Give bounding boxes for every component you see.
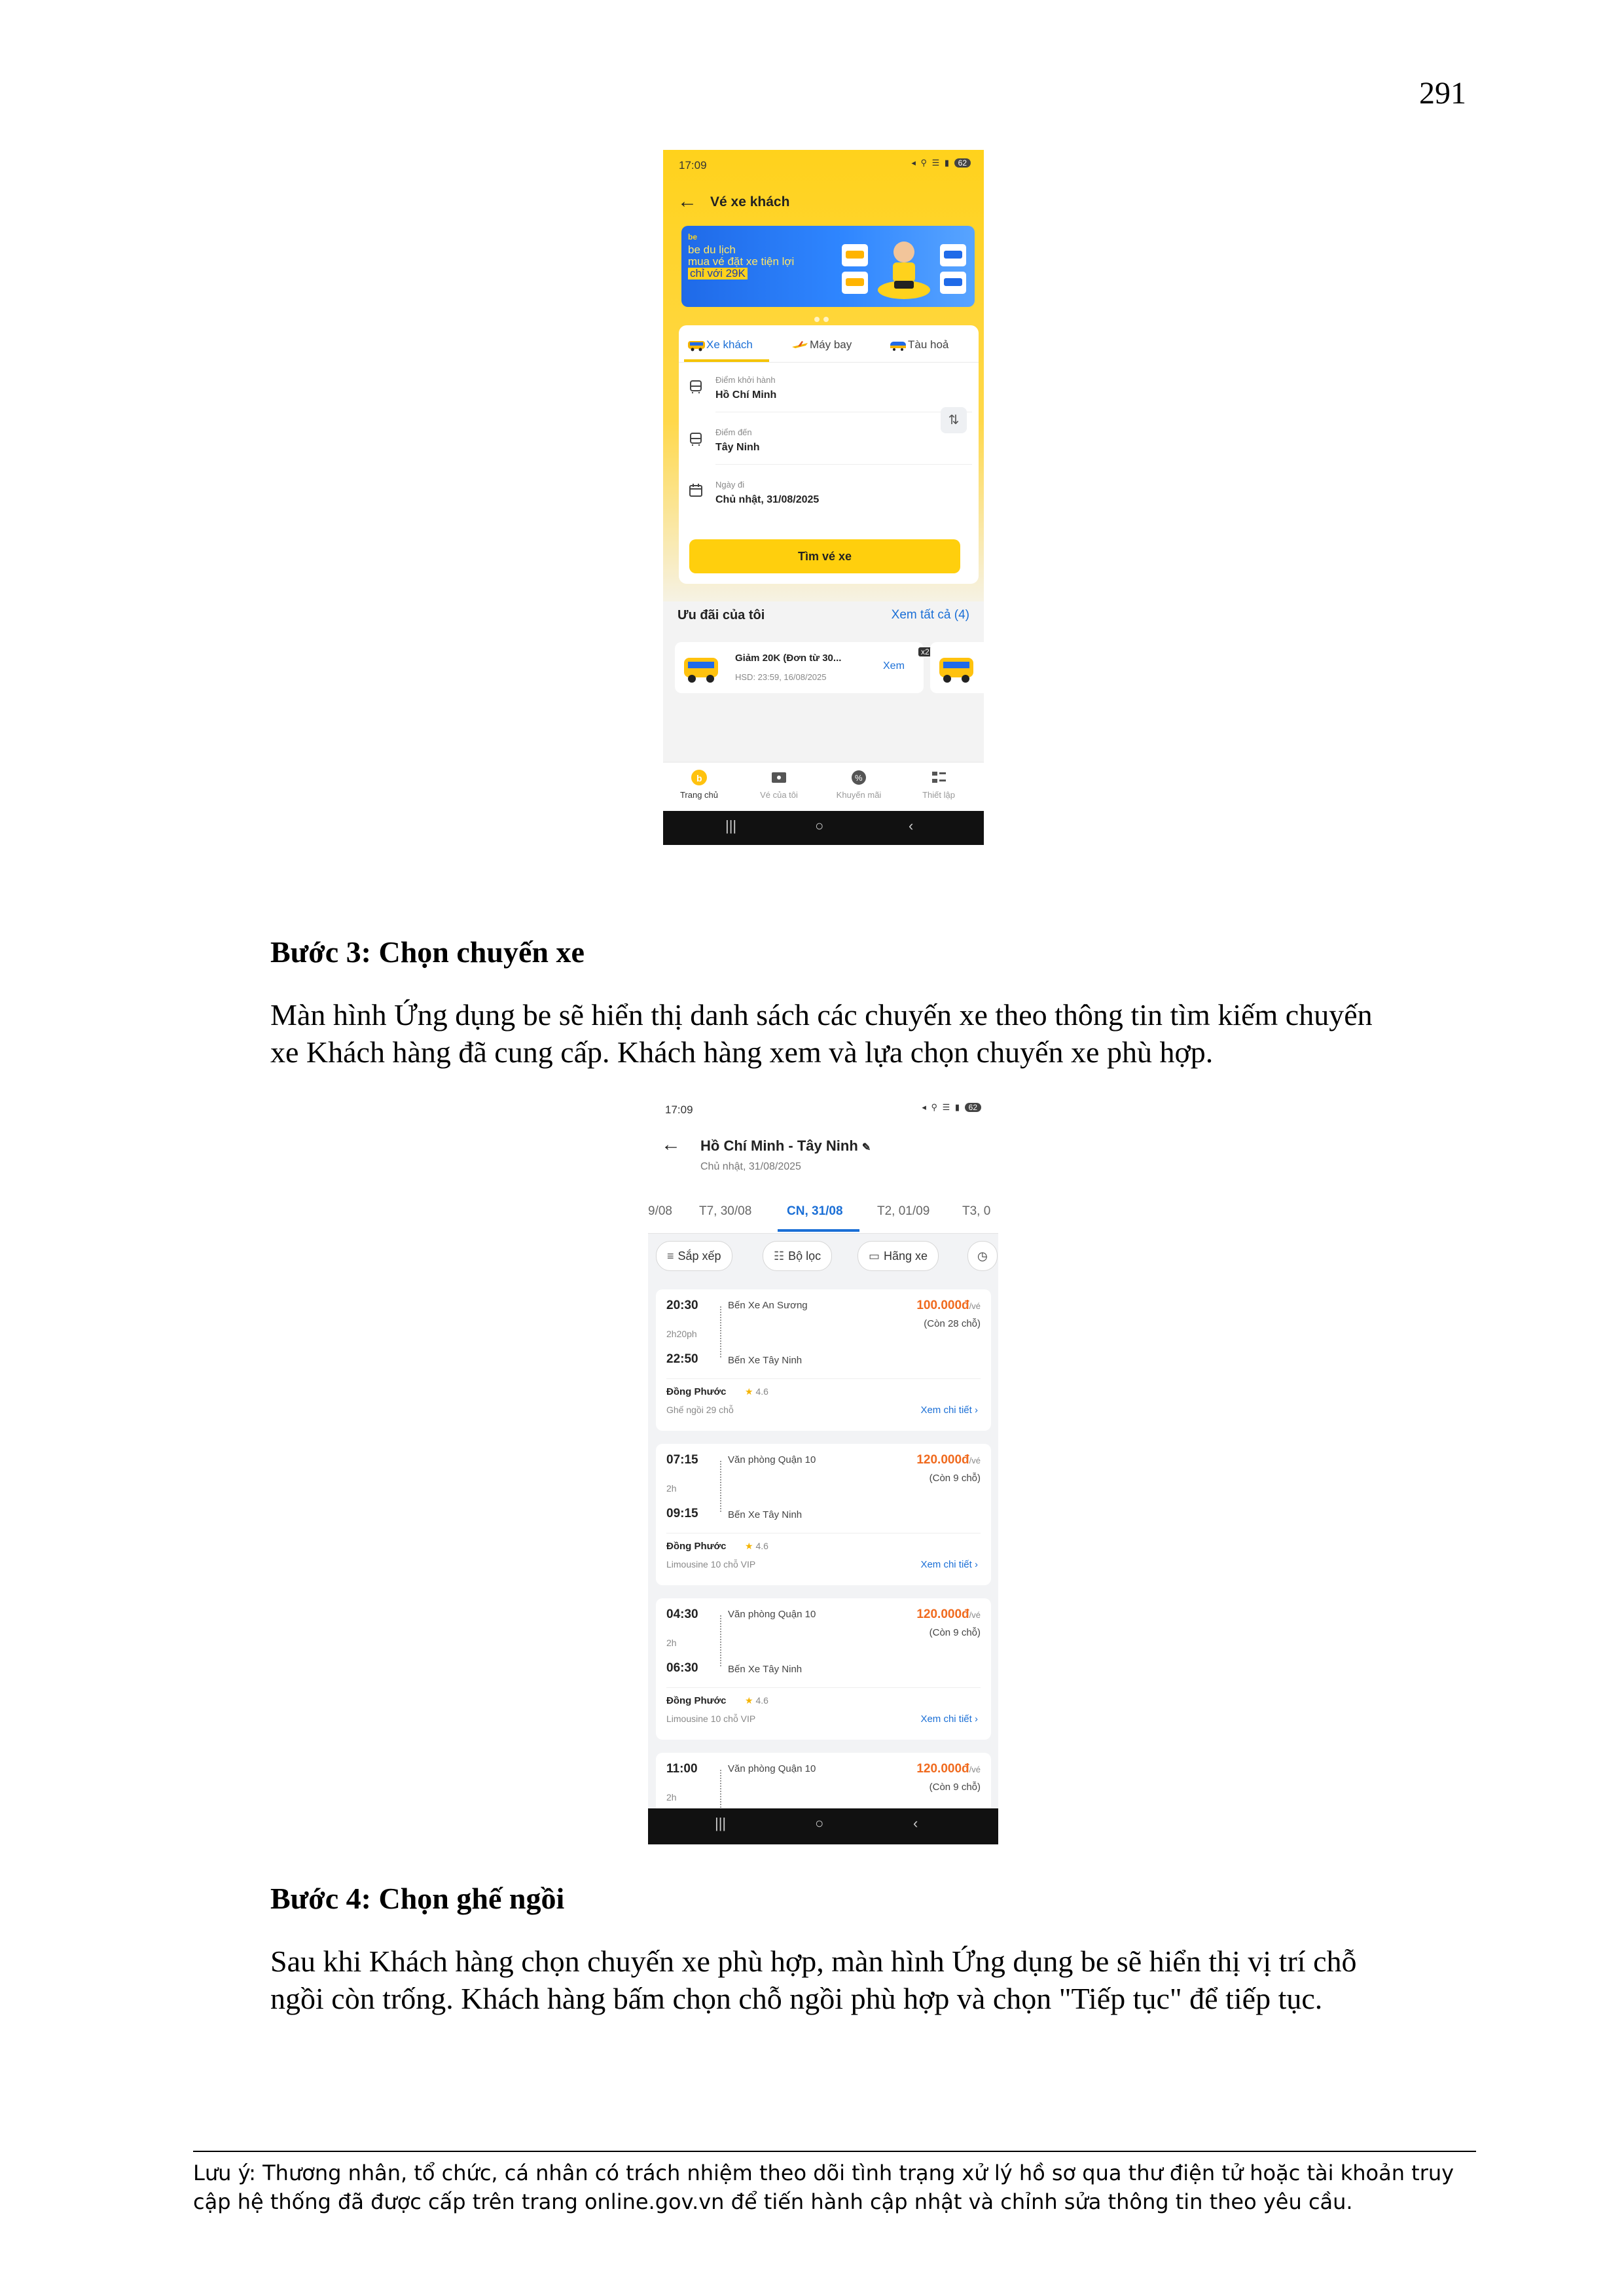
- swap-button[interactable]: [941, 407, 967, 433]
- operator-name: Đồng Phước: [666, 1386, 727, 1397]
- origin-label: Điểm khởi hành: [715, 375, 776, 385]
- footer-divider: [193, 2151, 1476, 2152]
- departure-time: 07:15: [666, 1453, 698, 1467]
- chip-label: Bộ lọc: [788, 1249, 821, 1263]
- filter-bar: [648, 1236, 998, 1274]
- date-tab[interactable]: T3, 0: [962, 1204, 991, 1218]
- seats-left: (Còn 9 chỗ): [929, 1782, 981, 1793]
- svg-text:b: b: [696, 773, 702, 783]
- origin-field[interactable]: Hồ Chí Minh: [715, 389, 777, 401]
- footer-note: [193, 2159, 1476, 2216]
- rating: [745, 1386, 768, 1397]
- nav-label: Vé của tôi: [760, 790, 798, 800]
- bus-icon: ▭: [869, 1249, 880, 1263]
- view-offer-button[interactable]: Xem: [883, 660, 905, 672]
- rating: [745, 1541, 768, 1552]
- paragraph-line: Sau khi Khách hàng chọn chuyến xe phù hợp, màn hình Ứng dụng be sẽ hiển thị vị trí chỗ: [270, 1945, 1357, 1978]
- trip-duration: 2h20ph: [666, 1329, 697, 1339]
- seats-left: (Còn 28 chỗ): [924, 1318, 981, 1329]
- departure-station: Bến Xe An Sương: [728, 1300, 808, 1311]
- banner-line-2: mua vé đặt xe tiện lợi: [688, 255, 795, 268]
- system-navigation-bar: [648, 1808, 998, 1844]
- rating-value: 4.6: [755, 1386, 768, 1397]
- search-tickets-button[interactable]: Tìm vé xe: [689, 539, 960, 573]
- status-time: 17:09: [665, 1103, 693, 1116]
- price-value: 120.000đ: [916, 1762, 969, 1776]
- paragraph-line: xe Khách hàng đã cung cấp. Khách hàng xem và lựa chọn chuyến xe phù hợp.: [270, 1035, 1214, 1069]
- route-text: Hồ Chí Minh - Tây Ninh: [700, 1138, 858, 1154]
- selected-date-indicator: [778, 1229, 859, 1232]
- offer-expiry: HSD: 23:59, 16/08/2025: [735, 672, 827, 682]
- calendar-icon: [688, 482, 704, 498]
- arrival-station: Bến Xe Tây Ninh: [728, 1664, 803, 1675]
- offer-card[interactable]: [930, 642, 984, 693]
- nav-settings[interactable]: [903, 768, 975, 800]
- arrival-station: Bến Xe Tây Ninh: [728, 1509, 803, 1520]
- departure-time: 20:30: [666, 1299, 698, 1312]
- price-unit: /vé: [969, 1301, 981, 1311]
- time-chip[interactable]: [967, 1241, 998, 1271]
- status-icons: ◂ ⚲ ☰ ▮ 62: [922, 1102, 981, 1113]
- edit-pencil-icon[interactable]: ✎: [861, 1142, 871, 1153]
- price-unit: /vé: [969, 1456, 981, 1465]
- tab-label: Máy bay: [810, 338, 852, 351]
- ticket-price: [916, 1299, 981, 1313]
- trip-card[interactable]: [656, 1444, 991, 1585]
- view-details-link[interactable]: [920, 1559, 978, 1570]
- star-icon: ★: [745, 1695, 753, 1706]
- banner-illustration-icon: [842, 232, 966, 301]
- ticket-price: [916, 1453, 981, 1467]
- swap-vertical-icon: ⇅: [948, 413, 960, 427]
- date-tab[interactable]: T7, 30/08: [699, 1204, 752, 1218]
- footer-line: Lưu ý: Thương nhân, tổ chức, cá nhân có trách nhiệm theo dõi tình trạng xử lý hồ sơ qua thư điện tử hoặc tài khoản truy: [193, 2161, 1454, 2185]
- offer-name: Giảm 20K (Đơn từ 30...: [735, 653, 842, 664]
- sort-chip[interactable]: [656, 1241, 732, 1271]
- home-icon: [689, 768, 709, 787]
- route-date: Chủ nhật, 31/08/2025: [700, 1161, 801, 1172]
- tab-plane[interactable]: [790, 338, 852, 351]
- ticket-icon: [769, 768, 789, 787]
- arrival-time: 22:50: [666, 1352, 698, 1366]
- seats-left: (Còn 9 chỗ): [929, 1627, 981, 1638]
- home-circle-icon[interactable]: ○: [815, 1815, 824, 1831]
- view-details-link[interactable]: [920, 1713, 978, 1725]
- bus-icon: [687, 340, 706, 351]
- star-icon: ★: [745, 1386, 753, 1397]
- chip-label: Sắp xếp: [677, 1249, 721, 1263]
- bottom-navigation: [663, 762, 984, 812]
- bus-company-chip[interactable]: [857, 1241, 939, 1271]
- see-all-offers-link[interactable]: Xem tất cả (4): [891, 608, 969, 622]
- destination-field[interactable]: Tây Ninh: [715, 442, 760, 453]
- rating-value: 4.6: [755, 1695, 768, 1706]
- trip-card[interactable]: [656, 1598, 991, 1740]
- price-value: 120.000đ: [916, 1453, 969, 1467]
- route-line: [720, 1461, 721, 1512]
- chevron-right-icon: ›: [975, 1559, 978, 1570]
- trip-duration: 2h: [666, 1792, 677, 1803]
- rating-value: 4.6: [755, 1541, 768, 1551]
- departure-station: Văn phòng Quận 10: [728, 1763, 816, 1774]
- divider: [666, 1533, 981, 1534]
- arrival-station: Bến Xe Tây Ninh: [728, 1355, 803, 1366]
- paragraph-line: ngồi còn trống. Khách hàng bấm chọn chỗ ngồi phù hợp và chọn "Tiếp tục" để tiếp tục.: [270, 1982, 1323, 2015]
- divider: [666, 1687, 981, 1688]
- detail-label: Xem chi tiết: [920, 1559, 972, 1570]
- price-unit: /vé: [969, 1610, 981, 1620]
- nav-label: Khuyến mãi: [836, 790, 882, 800]
- departure-station: Văn phòng Quận 10: [728, 1609, 816, 1620]
- paragraph-line: Màn hình Ứng dụng be sẽ hiển thị danh sách các chuyến xe theo thông tin tìm kiếm chuyến: [270, 998, 1373, 1031]
- chip-label: Hãng xe: [884, 1249, 928, 1263]
- bus-type: Ghế ngồi 29 chỗ: [666, 1405, 734, 1415]
- train-icon: [888, 340, 908, 351]
- battery-icon: 62: [954, 158, 971, 168]
- price-value: 120.000đ: [916, 1607, 969, 1621]
- destination-label: Điểm đến: [715, 427, 752, 437]
- bus-type: Limousine 10 chỗ VIP: [666, 1559, 756, 1570]
- bus-icon: [681, 650, 721, 687]
- operator-name: Đồng Phước: [666, 1541, 727, 1552]
- departure-time: 11:00: [666, 1762, 698, 1776]
- trip-card[interactable]: [656, 1289, 991, 1431]
- step-4-heading: Bước 4: Chọn ghế ngồi: [270, 1882, 565, 1915]
- divider: [715, 464, 972, 465]
- price-value: 100.000đ: [916, 1299, 969, 1312]
- recent-apps-icon[interactable]: |||: [725, 817, 737, 834]
- promo-banner[interactable]: [681, 226, 975, 307]
- date-tabs: [648, 1196, 998, 1234]
- screenshot-trip-list: [648, 1093, 998, 1844]
- tab-label: Xe khách: [706, 338, 753, 351]
- ticket-price: [916, 1607, 981, 1622]
- bus-icon: [937, 650, 976, 687]
- arrival-time: 09:15: [666, 1507, 698, 1520]
- date-tab-selected[interactable]: CN, 31/08: [787, 1204, 843, 1218]
- back-arrow-icon[interactable]: ←: [677, 190, 697, 212]
- banner-line-3: chỉ với 29K: [688, 268, 748, 279]
- ticket-price: [916, 1762, 981, 1776]
- tab-divider: [679, 362, 979, 363]
- clock-icon: ◷: [977, 1249, 988, 1263]
- footer-line: cập hệ thống đã được cấp trên trang online.gov.vn để tiến hành cập nhật và chỉnh sửa thông tin theo yêu cầu.: [193, 2189, 1353, 2214]
- nav-promotions[interactable]: [823, 768, 895, 800]
- back-arrow-icon[interactable]: ←: [661, 1134, 681, 1155]
- discount-icon: [849, 768, 869, 787]
- bus-type: Limousine 10 chỗ VIP: [666, 1713, 756, 1724]
- system-navigation-bar: [663, 811, 984, 845]
- svg-text:%: %: [855, 773, 863, 783]
- view-details-link[interactable]: [920, 1405, 978, 1416]
- banner-logo: be: [688, 232, 698, 242]
- offer-card[interactable]: [675, 642, 929, 693]
- date-tab[interactable]: T2, 01/09: [877, 1204, 930, 1218]
- detail-label: Xem chi tiết: [920, 1405, 972, 1416]
- price-unit: /vé: [969, 1765, 981, 1774]
- home-circle-icon[interactable]: ○: [815, 817, 824, 834]
- nav-label: Trang chủ: [679, 790, 719, 800]
- departure-time: 04:30: [666, 1607, 698, 1621]
- seats-left: (Còn 9 chỗ): [929, 1473, 981, 1484]
- list-icon: [929, 768, 948, 787]
- status-icons: ◂ ⚲ ☰ ▮ 62: [911, 158, 971, 168]
- departure-station: Văn phòng Quận 10: [728, 1454, 816, 1465]
- route-line: [720, 1306, 721, 1357]
- banner-line-1: be du lịch: [688, 243, 736, 256]
- battery-icon: 62: [965, 1103, 981, 1112]
- status-time: 17:09: [679, 159, 707, 171]
- divider: [666, 1378, 981, 1379]
- trip-duration: 2h: [666, 1483, 677, 1494]
- date-label: Ngày đi: [715, 480, 745, 490]
- sort-icon: ≡: [667, 1249, 674, 1263]
- bus-icon: [688, 379, 704, 395]
- carousel-dots: [812, 314, 831, 325]
- route-title[interactable]: [700, 1138, 871, 1155]
- route-line: [720, 1615, 721, 1666]
- operator-name: Đồng Phước: [666, 1695, 727, 1706]
- date-field[interactable]: Chủ nhật, 31/08/2025: [715, 494, 820, 505]
- recent-apps-icon[interactable]: |||: [715, 1815, 727, 1831]
- back-chevron-icon[interactable]: ‹: [913, 1815, 918, 1831]
- arrival-time: 06:30: [666, 1661, 698, 1675]
- step-3-heading: Bước 3: Chọn chuyến xe: [270, 935, 585, 969]
- header: [648, 1093, 998, 1206]
- date-tab[interactable]: 9/08: [648, 1204, 672, 1218]
- nav-label: Thiết lập: [922, 790, 955, 800]
- chevron-right-icon: ›: [975, 1713, 978, 1725]
- star-icon: ★: [745, 1541, 753, 1551]
- sliders-icon: ☷: [774, 1249, 785, 1263]
- rating: [745, 1695, 768, 1706]
- bus-icon: [688, 431, 704, 447]
- offers-title: Ưu đãi của tôi: [677, 608, 765, 622]
- step-4-paragraph: [270, 1943, 1468, 2017]
- back-chevron-icon[interactable]: ‹: [909, 817, 914, 834]
- plane-icon: [790, 340, 810, 351]
- offer-count-badge: x2: [918, 647, 932, 656]
- page-number: 291: [1419, 76, 1466, 111]
- step-3-paragraph: [270, 996, 1468, 1071]
- nav-home[interactable]: [663, 768, 735, 800]
- tab-bus[interactable]: [687, 338, 753, 351]
- trip-duration: 2h: [666, 1638, 677, 1648]
- filter-chip[interactable]: [763, 1241, 832, 1271]
- page-title: Vé xe khách: [710, 194, 790, 209]
- screenshot-bus-ticket-search: [663, 150, 984, 845]
- detail-label: Xem chi tiết: [920, 1713, 972, 1725]
- nav-my-tickets[interactable]: [743, 768, 815, 800]
- search-card: [679, 325, 979, 584]
- tab-label: Tàu hoả: [908, 338, 949, 351]
- chevron-right-icon: ›: [975, 1405, 978, 1416]
- tab-train[interactable]: [888, 338, 948, 351]
